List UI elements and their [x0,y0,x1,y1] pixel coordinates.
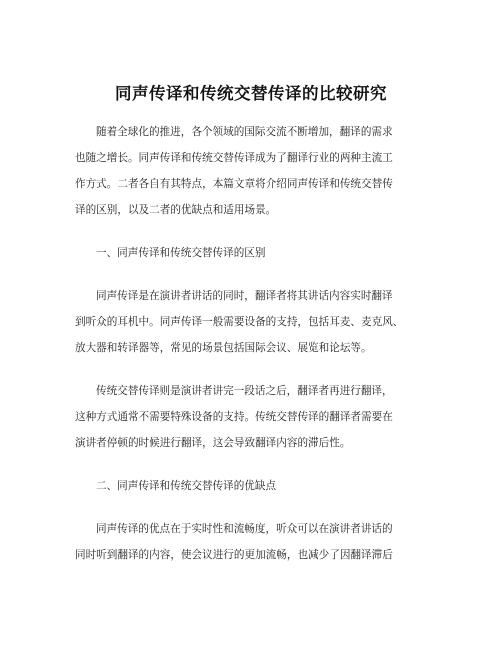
paragraph-line: 传统交替传译则是演讲者讲完一段话之后，翻译者再进行翻译， [96,385,393,397]
section-heading: 二、同声传译和传统交替传译的优缺点 [96,480,277,492]
paragraph-line: 同声传译的优点在于实时性和流畅度，听众可以在演讲者讲话的 [96,523,393,535]
paragraph-line: 演讲者停顿的时候进行翻译，这会导致翻译内容的滞后性。 [75,437,351,449]
paragraph-line: 同声传译是在演讲者讲话的同时，翻译者将其讲话内容实时翻译 [96,290,393,302]
document-title: 同声传译和传统交替传译的比较研究 [115,84,387,103]
paragraph-line: 也随之增长。同声传译和传统交替传译成为了翻译行业的两种主流工 [75,152,393,164]
paragraph-line: 随着全球化的推进，各个领域的国际交流不断增加，翻译的需求 [96,126,393,138]
paragraph-line: 同时听到翻译的内容，使会议进行的更加流畅，也减少了因翻译滞后 [75,549,393,561]
paragraph-line: 作方式。二者各自有其特点，本篇文章将介绍同声传译和传统交替传 [75,178,393,190]
paragraph-line: 放大器和转译器等，常见的场景包括国际会议、展览和论坛等。 [75,342,372,354]
section-heading: 一、同声传译和传统交替传译的区别 [96,247,266,259]
paragraph-line: 到听众的耳机中。同声传译一般需要设备的支持，包括耳麦、麦克风、 [75,316,404,328]
paragraph-line: 译的区别，以及二者的优缺点和适用场景。 [75,204,277,216]
paragraph-line: 这种方式通常不需要特殊设备的支持。传统交替传译的翻译者需要在 [75,411,393,423]
